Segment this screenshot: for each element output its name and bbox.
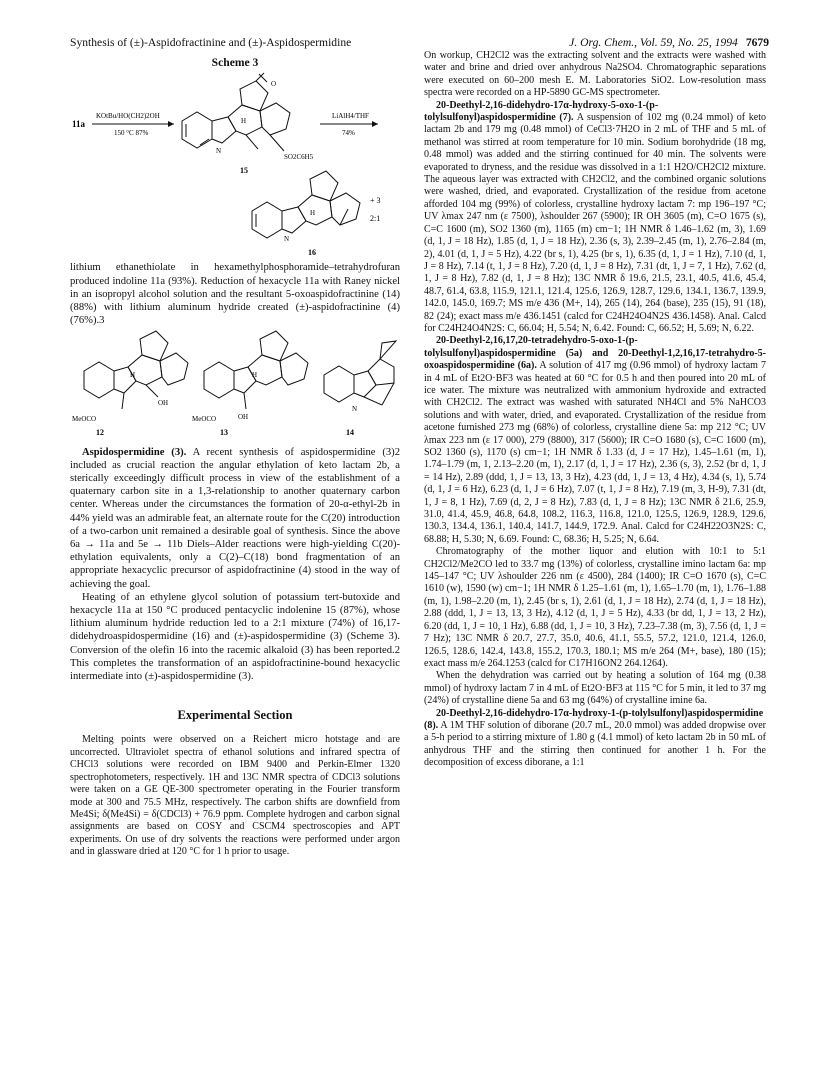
compound-14-structure <box>324 341 396 405</box>
cmpd15-substituent: SO2C6H5 <box>284 153 314 162</box>
arrow-head-icon <box>372 121 378 127</box>
structures-12-13-14 <box>70 327 400 439</box>
compound-16-structure <box>252 171 360 238</box>
oh-label-13: OH <box>238 413 249 422</box>
scheme-title: Scheme 3 <box>211 56 259 69</box>
left-column <box>70 50 400 859</box>
running-header-title: Synthesis of (±)-Aspidofractinine and (±)-Aspidospermidine <box>70 36 352 49</box>
h-atom-label-16: H <box>310 209 316 218</box>
h-label-13: H <box>252 371 258 380</box>
meoco-label-13: MeOCO <box>192 415 217 424</box>
paragraph-dehydration: When the dehydration was carried out by heating a solution of 164 mg (0.38 mmol) of hydroxy lactam 7 in 4 mL of Et2O·BF3 at 115 °C for 5 min, it led to 37 mg (24%) of crystalline diene 5a and 63 mg (64%) of crystalline imine 6a. <box>424 670 766 707</box>
aspidospermidine-text: A recent synthesis of aspidospermidine (3)2 included as crucial reaction the angular ethylation of keto lactam 2b, a sterically exceedingly difficult process in view of the establishment of a quaternary carbon site in a 1,3-relationship to another quaternary carbon center. Whereas under the circumstances the formation of 20-α-ethyl-2b in 44% yield was an admirable feat, an alternate route for the C(20) introduction of a two-carbon unit remained a desirable goal of synthesis. Since the above 6a → 11a and 5e → 11b Diels–Alder reactions were high-yielding C(20)-ethylation equivalents, only a C(2)–C(18) bond fragmentation of an appropriate hexacyclic precursor of aspidofractinine (4) stood in the way of achieving the goal. <box>70 446 400 590</box>
n-label-14: N <box>352 405 358 414</box>
compound-7-text: A suspension of 102 mg (0.24 mmol) of keto lactam 2b and 179 mg (0.48 mmol) of CeCl3·7H2O in 2 mL of THF and 5 mL of methanol was stirred at room temperature for 10 min. Sodium borohydride (18 mg, 0.48 mmol) was added and the stirring continued for 40 min. The solvents were evaporated to dryness, and the residue was dissolved in a 1:1 H2O/CH2Cl2 mixture. The aqueous layer was extracted with CH2Cl2, and the combined organic solutions were washed, dried, and evaporated. Crystallization of the residue from acetone afforded 104 mg (99%) of colorless, crystalline hydroxy lactam 7: mp 196–197 °C; UV λmax 247 nm (ε 7500), λshoulder 267 (5900); IR OH 3605 (m), C=O 1675 (s), C=C 1600 (m), SO2 1360 (m), 1165 (m) cm−1; 1H NMR δ 1.46–1.62 (m, 3), 1.69 (d, 1, J = 18 Hz), 1.85 (d, 1, J = 18 Hz), 2.36 (s, 3), 2.39–2.45 (m, 1), 2.76–2.84 (m, 2), 4.01 (d, 1, J = 5 Hz), 4.22 (br s, 1), 4.25 (br s, 1), 6.35 (d, 1, J = 1 Hz), 7.10 (d, 1, J = 8 Hz), 7.14 (t, 1, J = 8 Hz), 7.20 (d, 1, J = 8 Hz), 7.31 (dt, 1, J = 7, 1 Hz), 7.62 (d, 1, J = 8 Hz), 7.82 (d, 1, J = 8 Hz); 13C NMR δ 19.6, 21.5, 23.1, 40.5, 41.6, 45.4, 48.7, 61.4, 63.8, 115.9, 121.1, 121.4, 125.6, 126.9, 128.7, 129.6, 134.1, 136.7, 139.9, 142.0, 145.0, 169.7; MS m/e 436 (M+, 14), 265 (14), 264 (base), 235 (15), 91 (18), 82 (24); exact mass m/e 436.1451 (calcd for C24H24O4N2S 436.1458). Anal. Calcd for C24H24O4N2S: C, 66.04; H, 5.54; N, 6.42. Found: C, 66.52; H, 5.69; N, 6.22. <box>424 112 766 334</box>
o-atom-label: O <box>271 80 277 89</box>
oh-label-12: OH <box>158 399 169 408</box>
step2-yield: 74% <box>342 129 355 138</box>
right-column <box>424 50 766 770</box>
cmpd15-label: 15 <box>240 166 248 176</box>
n-atom-label: N <box>216 147 222 156</box>
scheme-3-diagram <box>70 69 400 257</box>
compound-13-structure <box>204 331 308 409</box>
aspidospermidine-heading: Aspidospermidine (3). <box>82 446 187 458</box>
paragraph-compound-8 <box>424 708 766 770</box>
cmpd16-label: 16 <box>308 248 316 258</box>
compound-5a-6a-text: A solution of 417 mg (0.96 mmol) of hydroxy lactam 7 in 4 mL of Et2O·BF3 was heated at 60 °C for 0.5 h and then poured into 20 mL of ice water. The mixture was neutralized with ammonium hydroxide and extracted with CH2Cl2. The extract was washed with saturated NH4Cl and 5% NaHCO3 solutions and with water, dried, and evaporated. Crystallization of the residue from acetone furnished 273 mg (68%) of colorless, crystalline diene 5a: mp 212 °C; UV λmax 223 nm (ε 17 000), 279 (8800), 317 (5600); IR C=O 1680 (s), C=C 1600 (m), SO2 1360 (s), 1170 (s) cm−1; 1H NMR δ 1.33 (d, J = 17 Hz), 1.45–1.61 (m, 1), 1.74–1.79 (m, 1, 2.13–2.20 (m, 1), 2.17 (d, 1, J = 17 Hz), 2.36 (s, 3), 2.52 (br d, 1, J = 14 Hz), 2.89 (ddd, 1, J = 13, 13, 3 Hz), 4.23 (dd, 1, J = 13, 4 Hz), 4.34 (s, 1), 5.74 (d, 1, J = 6 Hz), 6.23 (d, 1, J = 6 Hz), 7.07 (t, 1, J = 8 Hz), 7.19 (m, 3, H-9), 7.31 (dt, 1, J = 8, 1 Hz), 7.69 (d, 2, J = 8 Hz), 7.83 (d, 1, J = 8 Hz); 13C NMR δ 21.6, 25.9, 31.0, 41.4, 45.9, 46.8, 64.8, 108.2, 116.3, 116.8, 121.0, 125.5, 126.9, 128.9, 129.6, 130.3, 134.4, 136.1, 140.4, 141.7, 144.9, 172.9. Anal. Calcd for C24H22O3N2S: C, 68.88; H, 5.30; N, 6.69. Found: C, 68.36; H, 5.25; N, 6.64. <box>424 360 767 545</box>
meoco-label-12: MeOCO <box>72 415 97 424</box>
h-atom-label: H <box>241 117 247 126</box>
step2-reagent: LiAlH4/THF <box>332 112 369 121</box>
arrow-head-icon <box>168 121 174 127</box>
h-label-12: H <box>130 371 136 380</box>
cmpd12-label: 12 <box>96 428 104 438</box>
compound-8-text: A 1M THF solution of diborane (20.7 mL, 20.0 mmol) was added dropwise over a 5-h period to a stirring mixture of 1.80 g (4.1 mmol) of keto lactam 2b in 50 mL of anhydrous THF and the stirring then continued for another 1 h. For the decomposition of excess diborane, a 1:1 <box>424 719 766 769</box>
step1-conditions: 150 °C 87% <box>114 129 149 138</box>
journal-citation: J. Org. Chem., Vol. 59, No. 25, 1994 <box>569 36 738 49</box>
scheme-start-label: 11a <box>72 119 86 130</box>
nh-atom-label: N <box>284 235 290 244</box>
experimental-section-title: Experimental Section <box>177 708 293 723</box>
ratio-plus: + 3 <box>370 196 381 206</box>
paragraph-compound-7 <box>424 100 766 336</box>
paragraph-chromatography: Chromatography of the mother liquor and elution with 10:1 to 5:1 CH2Cl2/Me2CO led to 33.7 mg (13%) of colorless, crystalline imino lactam 6a: mp 145–147 °C; UV λshoulder 226 nm (ε 4500), 284 (1400); IR C=O 1670 (s), C=C 1610 (w), 1590 (w) cm−1; 1H NMR δ 1.25–1.61 (m, 1), 1.65–1.70 (m, 1), 1.76–1.88 (m, 1), 1.98–2.20 (m, 1), 2.45 (br s, 1), 2.61 (d, 1, J = 18 Hz), 2.74 (d, 1, J = 18 Hz), 2.88 (ddd, 1, J = 13, 13, 3 Hz), 4.12 (d, 1, J = 5 Hz), 4.33 (br dd, 1, J = 13, 2 Hz), 6.20 (dd, 1, J = 10, 1 Hz), 6.88 (dd, 1, J = 10, 3 Hz), 7.23–7.38 (m, 3), 7.56 (d, 1, J = 7 Hz); 13C NMR δ 20.7, 27.7, 35.0, 40.6, 41.1, 55.5, 57.2, 121.0, 121.4, 126.0, 126.5, 128.6, 142.4, 143.8, 155.2, 170.3, 180.1; MS m/e 264 (M+, base), 180 (15); exact mass m/e 264.1253 (calcd for C17H16ON2 264.1264). <box>424 546 766 669</box>
paragraph-compound-5a-6a <box>424 335 766 546</box>
ratio-value: 2:1 <box>370 214 381 224</box>
compound-12-structure <box>84 331 188 409</box>
paragraph-heating: Heating of an ethylene glycol solution of potassium tert-butoxide and hexacycle 11a at 150 °C produced pentacyclic indolenine 15 (87%), whose lithium aluminum hydride reduction led to a 2:1 mixture (74%) of 16,17-didehydroaspidospermidine (16) and (±)-aspidospermidine (3) (Scheme 3). Conversion of the olefin 16 into the racemic alkaloid (3) has been reported.2 This completes the transformation of an aspidofractinine-bound hexacyclic intermediate into (±)-aspidospermidine (3). <box>70 591 400 683</box>
cmpd13-label: 13 <box>220 428 228 438</box>
compound-8-title: 20-Deethyl-2,16-didehydro-17α-hydroxy-1-(p-tolylsulfonyl)aspidospermidine (8). <box>424 707 764 731</box>
running-header-journal <box>569 36 769 49</box>
paragraph-workup: On workup, CH2Cl2 was the extracting solvent and the extracts were washed with water and brine and dried over anhydrous Na2SO4. Chromatographic separations were executed on 60–200 mesh E. M. Laboratories SiO2. Low-resolution mass spectra were recorded on a HP-5890 GC-MS spectrometer. <box>424 50 766 99</box>
step1-reagent: KOtBu/HO(CH2)2OH <box>96 112 160 121</box>
paragraph-aspidospermidine <box>70 446 400 591</box>
compound-7-title: 20-Deethyl-2,16-didehydro-17α-hydroxy-5-oxo-1-(p-tolylsulfonyl)aspidospermidine (7). <box>424 99 659 124</box>
compound-5a-6a-title: 20-Deethyl-2,16,17,20-tetradehydro-5-oxo-1-(p-tolylsulfonyl)aspidospermidine (5a) and 20-Deethyl-1,2,16,17-tetrahydro-5-oxoaspidospermidine (6a). <box>424 335 766 372</box>
page-number: 7679 <box>745 36 769 49</box>
paragraph-reduction: lithium ethanethiolate in hexamethylphosphoramide–tetrahydrofuran produced indoline 11a (93%). Reduction of hexacycle 11a with Raney nickel in an isopropyl alcohol solution and the resultant 5-oxoaspidofractinine (14) (88%) with lithium aluminum hydride created (±)-aspidofractinine (4) (76%).3 <box>70 262 400 327</box>
paragraph-experimental: Melting points were observed on a Reichert micro hotstage and are uncorrected. Ultraviolet spectra of ethanol solutions and infrared spectra of CHCl3 solutions were recorded on IBM 9400 and Perkin-Elmer 1320 spectrophotometers, respectively. 1H and 13C NMR spectra of CDCl3 solutions were taken on a GE QE-300 spectrometer operating in the Fourier transform mode at 300 and 75.5 MHz, respectively. The carbon shifts are downfield from Me4Si; δ(Me4Si) = δ(CDCl3) + 76.9 ppm. Complete hydrogen and carbon signal assignments are based on COSY and CSCM4 spectroscopies and APT experiments. On use of dry solvents the reactions were performed under argon and in glassware dried at 120 °C for 1 h prior to usage. <box>70 734 400 858</box>
cmpd14-label: 14 <box>346 428 354 438</box>
